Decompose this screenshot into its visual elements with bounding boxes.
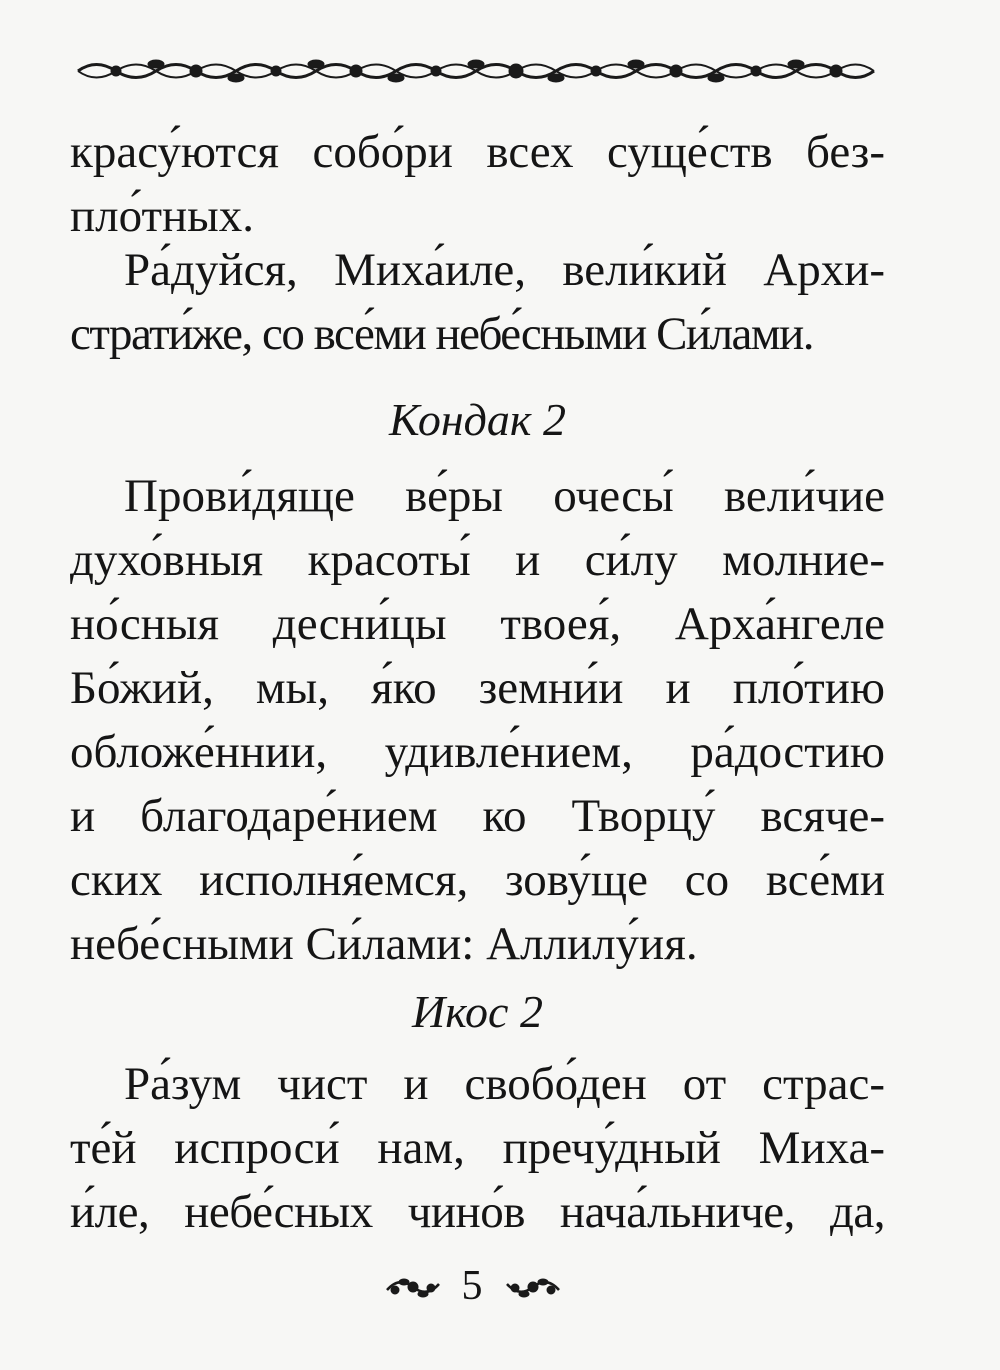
page-number: 5 [461,1263,483,1309]
text-line: красу́ются собо́ри всех суще́ств без- [70,126,885,178]
floral-vignette-left-icon [383,1274,443,1300]
refrain [70,238,885,366]
text-line: и́ле, небе́сных чино́в нача́льниче, да, [70,1186,885,1238]
page-footer [0,1262,1000,1312]
text-line: пло́тных. [70,190,255,242]
text-line: Ра́зум чист и свобо́ден от страс- [124,1058,885,1110]
text-line: но́сныя десни́цы твоея́, Арха́нгеле [70,598,885,650]
text-line: обложе́ннии, удивле́нием, ра́достию [70,726,885,778]
text-line: и благодаре́нием ко Творцу́ всяче- [70,790,885,842]
text-line: Прови́дяще ве́ры очесы́ вели́чие [124,470,885,522]
text-line: Ра́дуйся, Миха́иле, вели́кий Архи- [124,244,885,296]
ikos-title: Икос 2 [412,986,543,1037]
fragment-top [70,120,885,248]
ikos-text [70,1052,885,1244]
text-line: небе́сными Си́лами: Аллилу́ия. [70,918,698,970]
text-line: ских исполня́емся, зову́ще со все́ми [70,854,885,906]
text-line: духо́вныя красоты́ и си́лу молние- [70,534,885,586]
text-line: те́й испроси́ нам, пречу́дный Миха- [70,1122,885,1174]
text-line: страти́же, со все́ми небе́сными Си́лами. [70,308,814,360]
text-line: Бо́жий, мы, я́ко земни́и и пло́тию [70,662,885,714]
kondak-title: Кондак 2 [389,394,566,445]
floral-border-ornament-icon [76,54,876,88]
floral-vignette-right-icon [503,1274,563,1300]
kondak-text [70,464,885,976]
